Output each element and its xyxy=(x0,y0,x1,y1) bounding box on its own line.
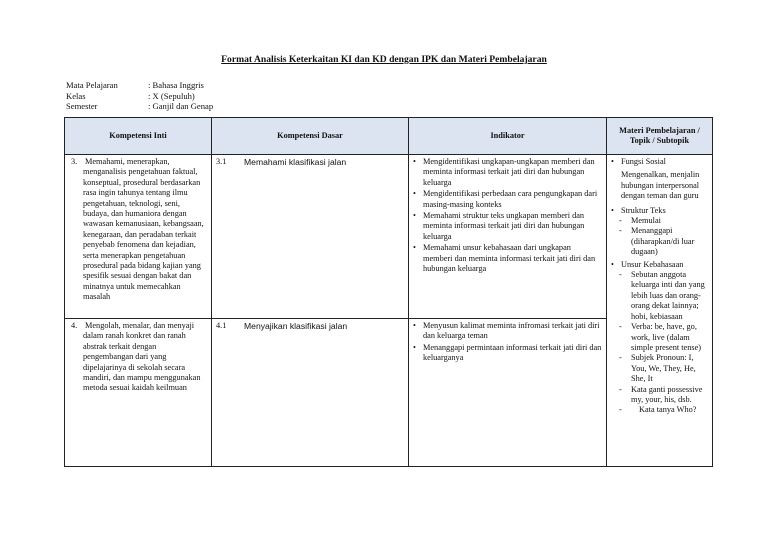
ki-cell xyxy=(65,155,212,319)
materi-fungsi: • Fungsi Sosial xyxy=(611,157,666,166)
indikator-cell xyxy=(409,319,607,467)
meta-value: : Bahasa Inggris xyxy=(148,80,204,90)
indikator-cell xyxy=(409,155,607,319)
list-item: - Kata tanya Who? xyxy=(619,405,697,415)
ki-first-line: Memahami, menerapkan, xyxy=(85,157,170,166)
list-item: - Subjek Pronoun: I, You, We, They, He, She, It xyxy=(619,353,696,384)
ki-number: 4. xyxy=(71,321,78,330)
materi-unsur: • Unsur Kebahasaan xyxy=(611,259,684,269)
table-row xyxy=(65,155,713,319)
kd-number: 3.1 xyxy=(216,157,227,166)
list-item: • Memahami struktur teks ungkapan memberi dan meminta informasi terkait jati diri dan hubungan keluarga xyxy=(413,211,585,241)
meta-row-subject xyxy=(66,80,213,91)
kd-text: Memahami klasifikasi jalan xyxy=(244,157,347,167)
document-title: Format Analisis Keterkaitan KI dan KD dengan IPK dan Materi Pembelajaran xyxy=(221,54,547,65)
ki-number: 3. xyxy=(71,157,78,166)
header-materi: Materi Pembelajaran / Topik / Subtopik xyxy=(607,118,713,155)
list-item: • Mengidentifikasi perbedaan cara pengungkapan dari masing-masing konteks xyxy=(413,189,598,209)
materi-fungsi-text: Mengenalkan, menjalin hubungan interpersonal dengan teman dan guru xyxy=(621,170,700,201)
header-kompetensi-dasar: Kompetensi Dasar xyxy=(212,118,409,155)
list-item: - Menanggapi (diharapkan/di luar dugaan) xyxy=(619,226,695,257)
list-item: • Menyusun kalimat meminta infromasi terkait jati diri dan keluarga teman xyxy=(413,321,600,341)
kd-number: 4.1 xyxy=(216,321,227,330)
meta-label: Kelas xyxy=(66,90,86,101)
ki-text: dalam ranah konkret dan ranah abstrak terkait dengan pengembangan dari yang dipelajarinya di sekolah secara mandiri, dan mampu menggunakan metoda sesuai kaidah keilmuan xyxy=(83,331,201,393)
list-item: • Memahami unsur kebahasaan dari ungkapan memberi dan meminta informasi terkait jati diri dan hubungan keluarga xyxy=(413,243,596,274)
list-item: - Sebutan anggota keluarga inti dan yang lebih luas dan orang-orang dekat lainnya; hobi, kebiasaan xyxy=(619,270,705,321)
list-item: - Verba: be, have, go, work, live (dalam simple present tense) xyxy=(619,322,702,352)
meta-label: Mata Pelajaran xyxy=(66,80,118,90)
list-item: • Mengidentifikasi ungkapan-ungkapan memberi dan meminta informasi terkait jati diri dan hubungan keluarga xyxy=(413,157,595,187)
meta-row-class xyxy=(66,91,213,102)
meta-label: Semester xyxy=(66,101,98,111)
ki-first-line: Mengolah, menalar, dan menyaji xyxy=(85,321,195,330)
document-meta xyxy=(66,80,213,112)
header-indikator: Indikator xyxy=(409,118,607,155)
header-kompetensi-inti: Kompetensi Inti xyxy=(65,118,212,155)
analysis-table xyxy=(64,117,713,467)
meta-value: : X (Sepuluh) xyxy=(148,90,195,101)
list-item: • Menanggapi permintaan informasi terkait jati diri dan keluarganya xyxy=(413,342,602,363)
meta-value: : Ganjil dan Genap xyxy=(148,101,214,111)
ki-text: menganalisis pengetahuan faktual, konseptual, prosedural berdasarkan rasa ingin tahunya tentang ilmu pengetahuan, teknologi, seni, budaya, dan humaniora dengan wawasan kemanusiaan, kebangsaan, kenegaraan, dan peradaban terkait penyebab fenomena dan kejadian, serta menerapkan pengetahuan prosedural pada bidang kajian yang spesifik sesuai dengan bakat dan minatnya untuk memecahkan masalah xyxy=(83,167,204,302)
list-item: - Kata ganti possessive my, your, his, dsb. xyxy=(619,384,703,404)
kd-cell xyxy=(212,319,409,467)
materi-cell xyxy=(607,155,713,467)
kd-cell xyxy=(212,155,409,319)
ki-cell xyxy=(65,319,212,467)
kd-text: Menyajikan klasifikasi jalan xyxy=(244,321,348,331)
meta-row-semester xyxy=(66,101,213,112)
materi-struktur: • Struktur Teks xyxy=(611,205,666,215)
list-item: - Memulai xyxy=(619,216,661,226)
table-header-row xyxy=(65,118,713,155)
